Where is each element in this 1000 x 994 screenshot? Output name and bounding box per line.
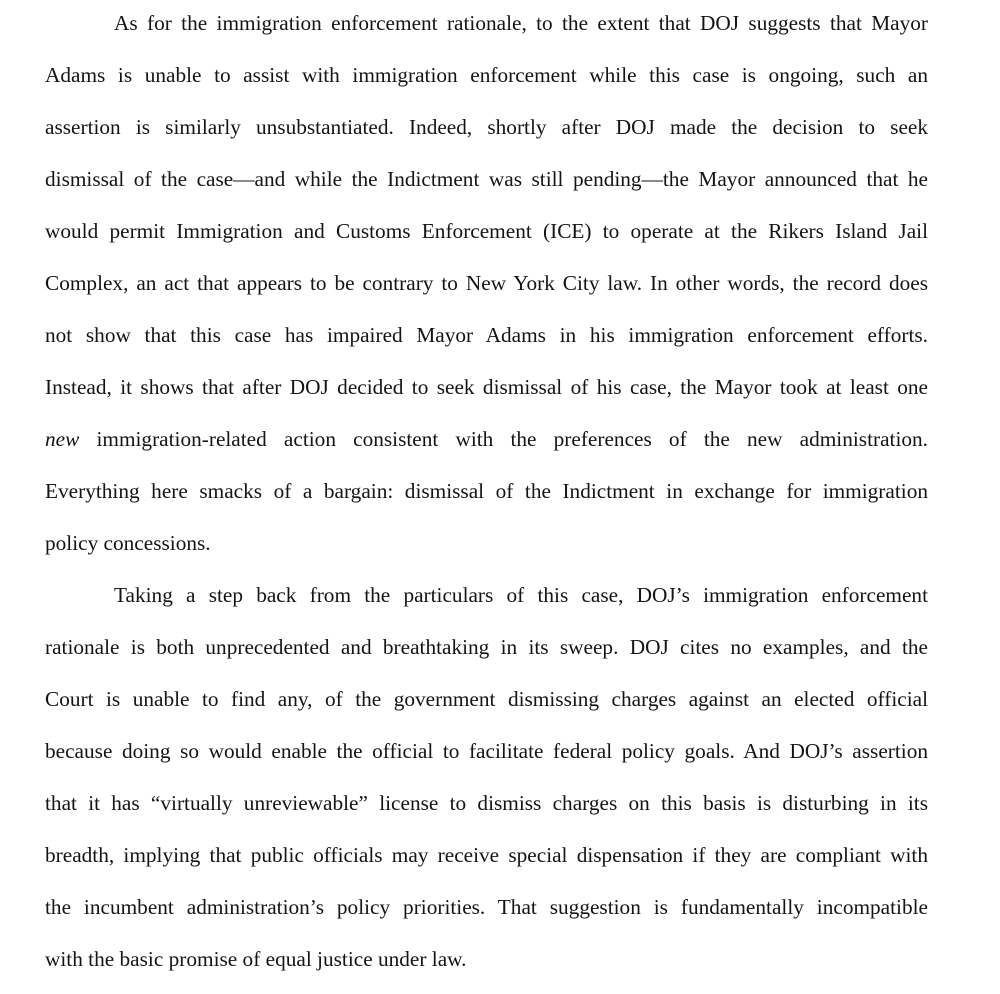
text-line: Court is unable to find any, of the government dismissing charges against an elected official <box>45 687 928 711</box>
text-line: that it has “virtually unreviewable” license to dismiss charges on this basis is disturbing in its <box>45 791 928 815</box>
text-line: would permit Immigration and Customs Enforcement (ICE) to operate at the Rikers Island Jail <box>45 219 928 243</box>
text-line: breadth, implying that public officials may receive special dispensation if they are compliant with <box>45 843 928 867</box>
text-line <box>45 429 928 450</box>
text-line: the incumbent administration’s policy priorities. That suggestion is fundamentally incompatible <box>45 895 928 919</box>
text-line: Complex, an act that appears to be contrary to New York City law. In other words, the record does <box>45 271 928 295</box>
text-line: assertion is similarly unsubstantiated. Indeed, shortly after DOJ made the decision to seek <box>45 115 928 139</box>
text-line: Instead, it shows that after DOJ decided to seek dismissal of his case, the Mayor took at least one <box>45 375 928 399</box>
text-line: Everything here smacks of a bargain: dismissal of the Indictment in exchange for immigration <box>45 479 928 503</box>
text-line: rationale is both unprecedented and breathtaking in its sweep. DOJ cites no examples, and the <box>45 635 928 659</box>
text-line: with the basic promise of equal justice under law. <box>45 947 467 971</box>
text-segment: immigration-related action consistent with the preferences of the new administration. <box>79 427 928 451</box>
text-line: dismissal of the case—and while the Indictment was still pending—the Mayor announced that he <box>45 167 928 191</box>
text-line: because doing so would enable the official to facilitate federal policy goals. And DOJ’s assertion <box>45 739 928 763</box>
text-line: Adams is unable to assist with immigration enforcement while this case is ongoing, such an <box>45 63 928 87</box>
text-line: policy concessions. <box>45 531 211 555</box>
text-line: Taking a step back from the particulars of this case, DOJ’s immigration enforcement <box>114 583 928 607</box>
text-line: not show that this case has impaired Mayor Adams in his immigration enforcement efforts. <box>45 323 928 347</box>
italic-word: new <box>45 427 80 451</box>
text-line: As for the immigration enforcement rationale, to the extent that DOJ suggests that Mayor <box>114 11 928 35</box>
